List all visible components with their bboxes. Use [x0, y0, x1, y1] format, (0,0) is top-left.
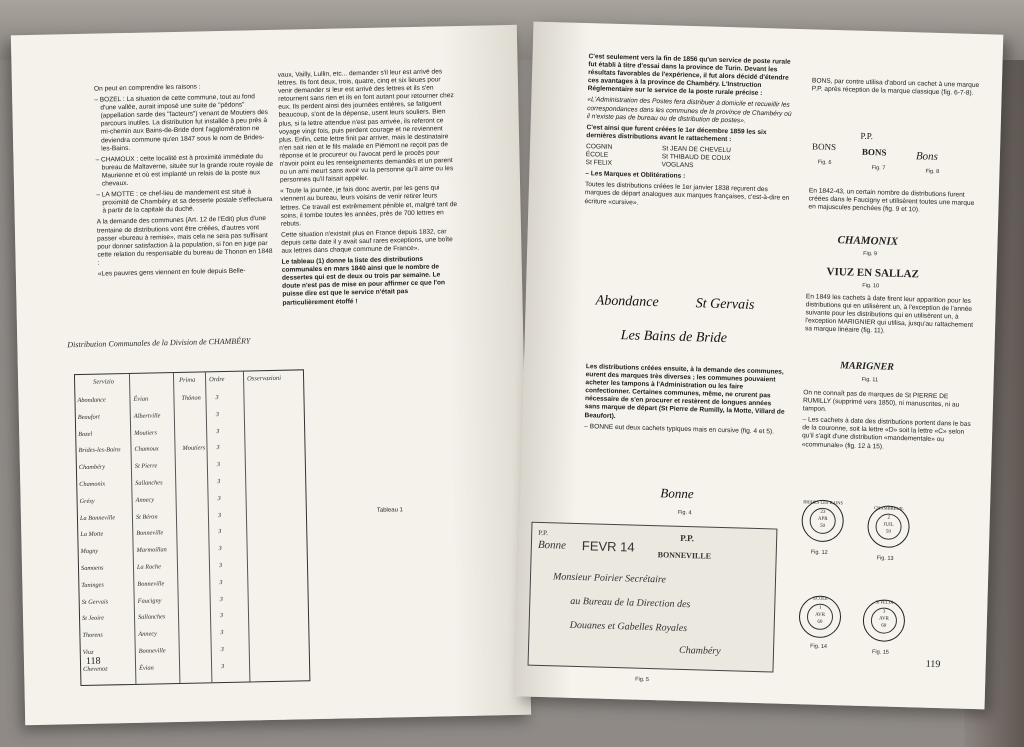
table-header-prima: Prima: [179, 376, 196, 384]
table-cell: Thorens: [82, 631, 103, 640]
env-date-mark: FEVR 14: [581, 538, 635, 555]
env-address-line: Chambéry: [678, 644, 721, 658]
chamoux-text: – CHAMOUX : cette localité est à proximité immédiate du bureau de Maltaverne, située sur la grande route royale de Maurienne et où est implanté un relais de la poste aux chevaux.: [95, 152, 274, 188]
right-col-2c: [805, 293, 976, 341]
st-gervais-mark: St Gervais: [695, 296, 755, 313]
stamp-year: 60: [881, 623, 887, 629]
tableau-text: Le tableau (1) donne la liste des distributions communales en mars 1840 ainsi que le nombre de dessertes qui est de deux ou trois par semaine. Le doute n'est pas de mise en pour affirmer ce que l'on puisse dire est que le service n'était pas particulièrement étoffé !: [281, 255, 446, 307]
table-cell: St Béron: [135, 513, 158, 521]
right-col-1b: [584, 363, 786, 439]
stamp-ring-text: ECOLE: [813, 595, 828, 602]
table-cell: Chamoux: [134, 445, 159, 454]
fig12-caption: Fig. 12: [810, 549, 828, 556]
fig15-caption: Fig. 15: [871, 649, 889, 656]
table-cell: Évian: [133, 395, 149, 403]
right-col-2d: [802, 389, 974, 456]
fig13-caption: Fig. 13: [876, 555, 894, 562]
table-cell: La Bonneville: [79, 513, 116, 522]
table-cell: Faucigny: [137, 596, 162, 605]
quote-p2: « Toute la journée, je fais donc avertir, par les gens qui viennent au bureau, leurs voisins de venir retirer leurs lettres. Ce travail est extrêmement pénible et, malgré tant de soins, il tombe toutes les années, près de 700 lettres en rebuts.: [280, 184, 458, 228]
table-cell: Bonneville: [136, 529, 164, 538]
right-page-number: 119: [925, 658, 941, 671]
intro-text-right: C'est seulement vers la fin de 1856 qu'un service de poste rurale fut établi à titre d'essai dans la province de Turin. Devant les résultats favorables de l'expérience, il fut alors décidé d'étendre ces avantages à la province de Chambéry. L'Instruction Réglementaire sur le service de la poste rurale précise :: [587, 53, 791, 98]
table-cell: 3: [218, 545, 222, 553]
table-cell: Albertville: [133, 412, 161, 420]
table-cell: Moutiers: [134, 428, 158, 437]
table-header-servizio: Servizio: [93, 378, 115, 386]
stamp-ring-text: BRIDES LES BAINS: [803, 499, 844, 506]
stamp-year: 50: [819, 523, 826, 529]
fig4-caption: Fig. 4: [677, 509, 692, 517]
stamp-day: 2: [887, 515, 891, 521]
intro-text: On peut en comprendre les raisons :: [93, 83, 201, 93]
bonne-text: – BONNE eut deux cachets typiques mais en cursive (fig. 4 et 5).: [584, 422, 775, 436]
table-cell: 3: [216, 461, 221, 469]
left-col-1: [94, 82, 276, 282]
stamp-month: AVR: [878, 616, 889, 622]
dist-item: ÉCOLE: [585, 151, 609, 159]
env-bonne-mark: Bonne: [537, 538, 567, 552]
left-page-number: 118: [85, 655, 101, 667]
bons-mark-1: BONS: [811, 141, 837, 153]
table-cell: 3: [220, 646, 224, 654]
table-frame: [74, 369, 310, 686]
table-cell: 3: [219, 595, 223, 603]
table-cell: Taninges: [81, 581, 104, 589]
table-title: Distribution Communales de la Division de CHAMBÉRY: [67, 336, 251, 350]
table-cell: 3: [218, 528, 222, 536]
table-cell: Chambéry: [78, 463, 106, 472]
table-cell: Annecy: [135, 496, 155, 504]
quote-text: «Les pauvres gens viennent en foule depuis Belle-: [97, 267, 246, 278]
stamp-inner: [875, 513, 902, 540]
date-stamp-ecole: [798, 595, 841, 638]
table-cell: Bozel: [78, 430, 93, 438]
chamonix-mark: CHAMONIX: [837, 234, 899, 248]
envelope-image: [528, 522, 778, 673]
env-pp-mark: P.P.: [538, 528, 549, 538]
date-stamp-brides: [801, 499, 844, 542]
date-stamp-st-felix: [862, 599, 905, 642]
env-pp2-mark: P.P.: [680, 532, 695, 544]
right-page: [515, 22, 1004, 710]
tableau-label: Tableau 1: [376, 507, 403, 514]
left-col-2: [278, 68, 461, 310]
bonne-mark: Bonne: [660, 485, 694, 502]
couronne-text: – Les cachets à date des distributions portent dans le bas de la couronne, soit la lettre «D» soit la lettre «C» selon qu'il s'agit d'une distribution «mandementale» ou «communale» (fig. 12 à 15).: [801, 416, 971, 451]
table-cell: 3: [220, 629, 224, 637]
env-address-line: Douanes et Gabelles Royales: [569, 619, 688, 635]
table-cell: 3: [217, 478, 221, 486]
bons-mark-2: BONS: [861, 146, 887, 158]
instruction-quote: «L'Administration des Postes fera distribuer à domicile et recueillir les correspondances dans les communes de la province de Chambéry où il n'existe pas de bureau ou de distribution de postes».: [586, 96, 792, 125]
table-cell: Samoens: [80, 564, 104, 573]
stamp-ring-text: St FELIX: [875, 599, 894, 605]
viuz-mark: VIUZ EN SALLAZ: [826, 265, 920, 281]
table-cell: 3: [216, 444, 220, 452]
table-cell: Marmoillan: [136, 546, 167, 555]
quote-cont-text: vaux, Vailly, Lullin, etc... demander s'il leur est arrivé des lettres. Ils font deux, trois, quatre, cinq et six lieues pour venir demander si leur est arrivé des lettres et ils s'en retournent sans rien et ils en font autant pour retourner chez eux. Ils perdent ainsi des journées entières, se fatiguent beaucoup, s'ont de la dépense, usent leurs souliers. Bien plus, si la lettre attendue n'est pas arrivée, ils referont ce voyage vingt fois, puis perdent courage et ne reviennent plus. Enfin, cette lettre finit par arriver, mais le destinataire n'en sait rien et le fils malade en Piémont ne reçoit pas de réponse et le procureur ou l'avocat perd le procès pour n'avoir point eu les renseignements demandés et un parent ou un ami meurt sans avoir vu la personne qu'il aime ou les personnes qu'il faisait appeler.: [277, 68, 454, 184]
fig14-caption: Fig. 14: [810, 643, 828, 651]
stamp-day: 3: [882, 609, 886, 615]
table-cell: La Motte: [80, 530, 104, 539]
stamp-month: AVR: [815, 612, 826, 618]
env-bonneville-mark: BONNEVILLE: [657, 550, 712, 561]
table-cell: Thônon: [181, 394, 201, 402]
table-cell: La Roche: [136, 563, 162, 571]
marignier-mark: MARIGNER: [839, 360, 895, 373]
stamp-year: 60: [817, 619, 823, 625]
bons-mark-3: Bons: [915, 150, 939, 163]
dist-item: COGNIN: [585, 143, 613, 151]
bozel-text: – BOZEL : La situation de cette commune, tout au fond d'une vallée, aurait imposé une suite de "pédons" (appellation sarde des "facteurs") venant de Moutiers des parcours inutiles. La distribution fut installée à peu près à mi-chemin aux Bains-de-Bride dont l'agglomération ne deviendra commune qu'en 1847 sous le nom de Brides-les-Bains.: [94, 93, 269, 153]
stamp-month: JUIL: [883, 522, 894, 528]
table-cell: Chevenoz: [83, 665, 108, 673]
stamp-month: APR: [817, 516, 828, 522]
table-cell: Bonneville: [138, 647, 166, 655]
table-cell: Annecy: [138, 630, 158, 639]
table-cell: Moutiers: [182, 444, 206, 453]
abondance-mark: Abondance: [595, 293, 659, 311]
env-address-line: Monsieur Poirier Secrétaire: [552, 571, 667, 586]
table-cell: 3: [216, 427, 220, 435]
demande-text: A la demande des communes (Art. 12 de l'Edit) plus d'une trentaine de distributions vont être créées, d'autres vont passer «bureau à remise», mais cela ne sera pas suffisant pour donner satisfaction à la population, si l'on en juge par cette relation du responsable du bureau de Thonon en 1848 :: [96, 215, 273, 267]
table-cell: 3: [215, 394, 219, 402]
motte-text: – LA MOTTE : ce chef-lieu de mandement est situé à proximité de Chambéry et sa desserte postale s'effectuera à partir de la capitale du duché.: [96, 188, 273, 215]
marques-heading: – Les Marques et Oblitérations :: [585, 170, 686, 181]
faucigny-text: En 1842-43, un certain nombre de distributions furent créées dans le Faucigny et utilisèrent toutes une marque en majuscules penchées (fig. 9 et 10).: [808, 187, 975, 214]
dist-item: St FELIX: [585, 159, 613, 167]
stamp-day: 1: [818, 605, 822, 611]
right-col-1: [584, 53, 794, 214]
table-header-osservazioni: Osservazioni: [247, 374, 282, 383]
cachets-text: En 1849 les cachets à date firent leur apparition pour les distributions qui en utilisèrent un, à l'exception de l'année suivante pour les distributions qui en utilisèrent un, à l'exception MARIGNIER qui utilisa, jusqu'au rattachement sa marque linéaire (fig. 11).: [804, 293, 974, 335]
table-cell: 3: [217, 494, 221, 502]
stamp-year: 59: [885, 529, 891, 535]
table-cell: Évian: [139, 664, 154, 672]
table-cell: Sallanches: [137, 613, 166, 622]
fig11-caption: Fig. 11: [861, 376, 879, 384]
fig10-caption: Fig. 10: [862, 282, 880, 290]
fig6-caption: Fig. 6: [817, 159, 832, 166]
table-cell: 3: [221, 662, 225, 670]
table-cell: Brides-les-Bains: [78, 446, 121, 455]
stamp-day: 23: [820, 509, 826, 515]
stamp-ring-text: CHAMBREUIL: [874, 505, 905, 512]
bains-de-bride-mark: Les Bains de Bride: [620, 328, 728, 347]
dist-item: VOGLANS: [661, 161, 694, 170]
distribution-list: [585, 143, 792, 173]
rumilly-text: On ne connaît pas de marques de St PIERRE DE RUMILLY (supprimé vers 1850), ni manuscrites, ni au tampon.: [802, 389, 960, 414]
table-cell: 3: [218, 562, 223, 570]
table-cell: 3: [219, 578, 223, 586]
fig8-caption: Fig. 8: [925, 168, 940, 175]
stamp-inner: [871, 607, 898, 634]
table-image: [73, 347, 308, 682]
bons-text: BONS, par contre utilisa d'abord un cachet à une marque P.P. après réception de la marque classique (fig. 6-7-8).: [811, 77, 980, 97]
table-cell: Viuz: [82, 648, 94, 657]
table-cell: Bonneville: [137, 580, 165, 588]
table-cell: Beaufort: [77, 413, 100, 421]
right-col-2: [812, 77, 982, 101]
fig5-caption: Fig. 5: [635, 676, 650, 684]
table-cell: St Pierre: [134, 462, 158, 471]
dist-item: St JEAN DE CHEVELU: [661, 145, 731, 155]
env-address-line: au Bureau de la Direction des: [570, 595, 691, 611]
stamp-inner: [807, 603, 834, 630]
creation-text: C'est ainsi que furent créées le 1er décembre 1859 les six dernières distributions avant le rattachement :: [586, 123, 767, 143]
bons-pp-mark: P.P.: [860, 130, 874, 142]
distributions-text: Les distributions créées ensuite, à la demande des communes, eurent des marques très diverses ; les communes pouvaient acheter les tampons à l'Administration ou les faire confectionner. Certaines communes, même, ne crurent pas nécessaire de s'en procurer et restèrent de longues années sans marque de départ (St Pierre de Rumilly, la Motte, Villard de Beaufort).: [584, 363, 785, 420]
situation-text: Cette situation n'existait plus en France depuis 1832, car depuis cette date il y avait sauf rares exceptions, une boîte aux lettres dans chaque commune de France».: [280, 228, 453, 255]
fig9-caption: Fig. 9: [863, 250, 878, 258]
marques-text: Toutes les distributions créées le 1er janvier 1838 reçurent des marques de départ analogues aux marques françaises, c'est-à-dire en écriture «cursive».: [584, 181, 790, 207]
table-cell: St Gervais: [81, 598, 109, 606]
table-cell: St Jeoire: [81, 614, 105, 623]
date-stamp-chambreuil: [867, 505, 910, 548]
table-cell: 3: [219, 612, 224, 620]
fig7-caption: Fig. 7: [871, 165, 886, 172]
table-cell: Sallanches: [135, 479, 163, 487]
table-cell: Abondance: [77, 396, 106, 405]
dist-item: St THIBAUD DE COUX: [661, 153, 731, 163]
table-header-ordre: Ordre: [209, 375, 225, 384]
table-cell: 3: [217, 511, 222, 519]
table-cell: Magny: [80, 547, 99, 556]
stamp-inner: [809, 507, 836, 534]
left-page: [11, 25, 531, 725]
right-col-2b: [808, 187, 979, 219]
table-cell: Grésy: [79, 497, 95, 505]
table-cell: 3: [215, 410, 220, 418]
table-cell: Chamonix: [79, 480, 106, 489]
